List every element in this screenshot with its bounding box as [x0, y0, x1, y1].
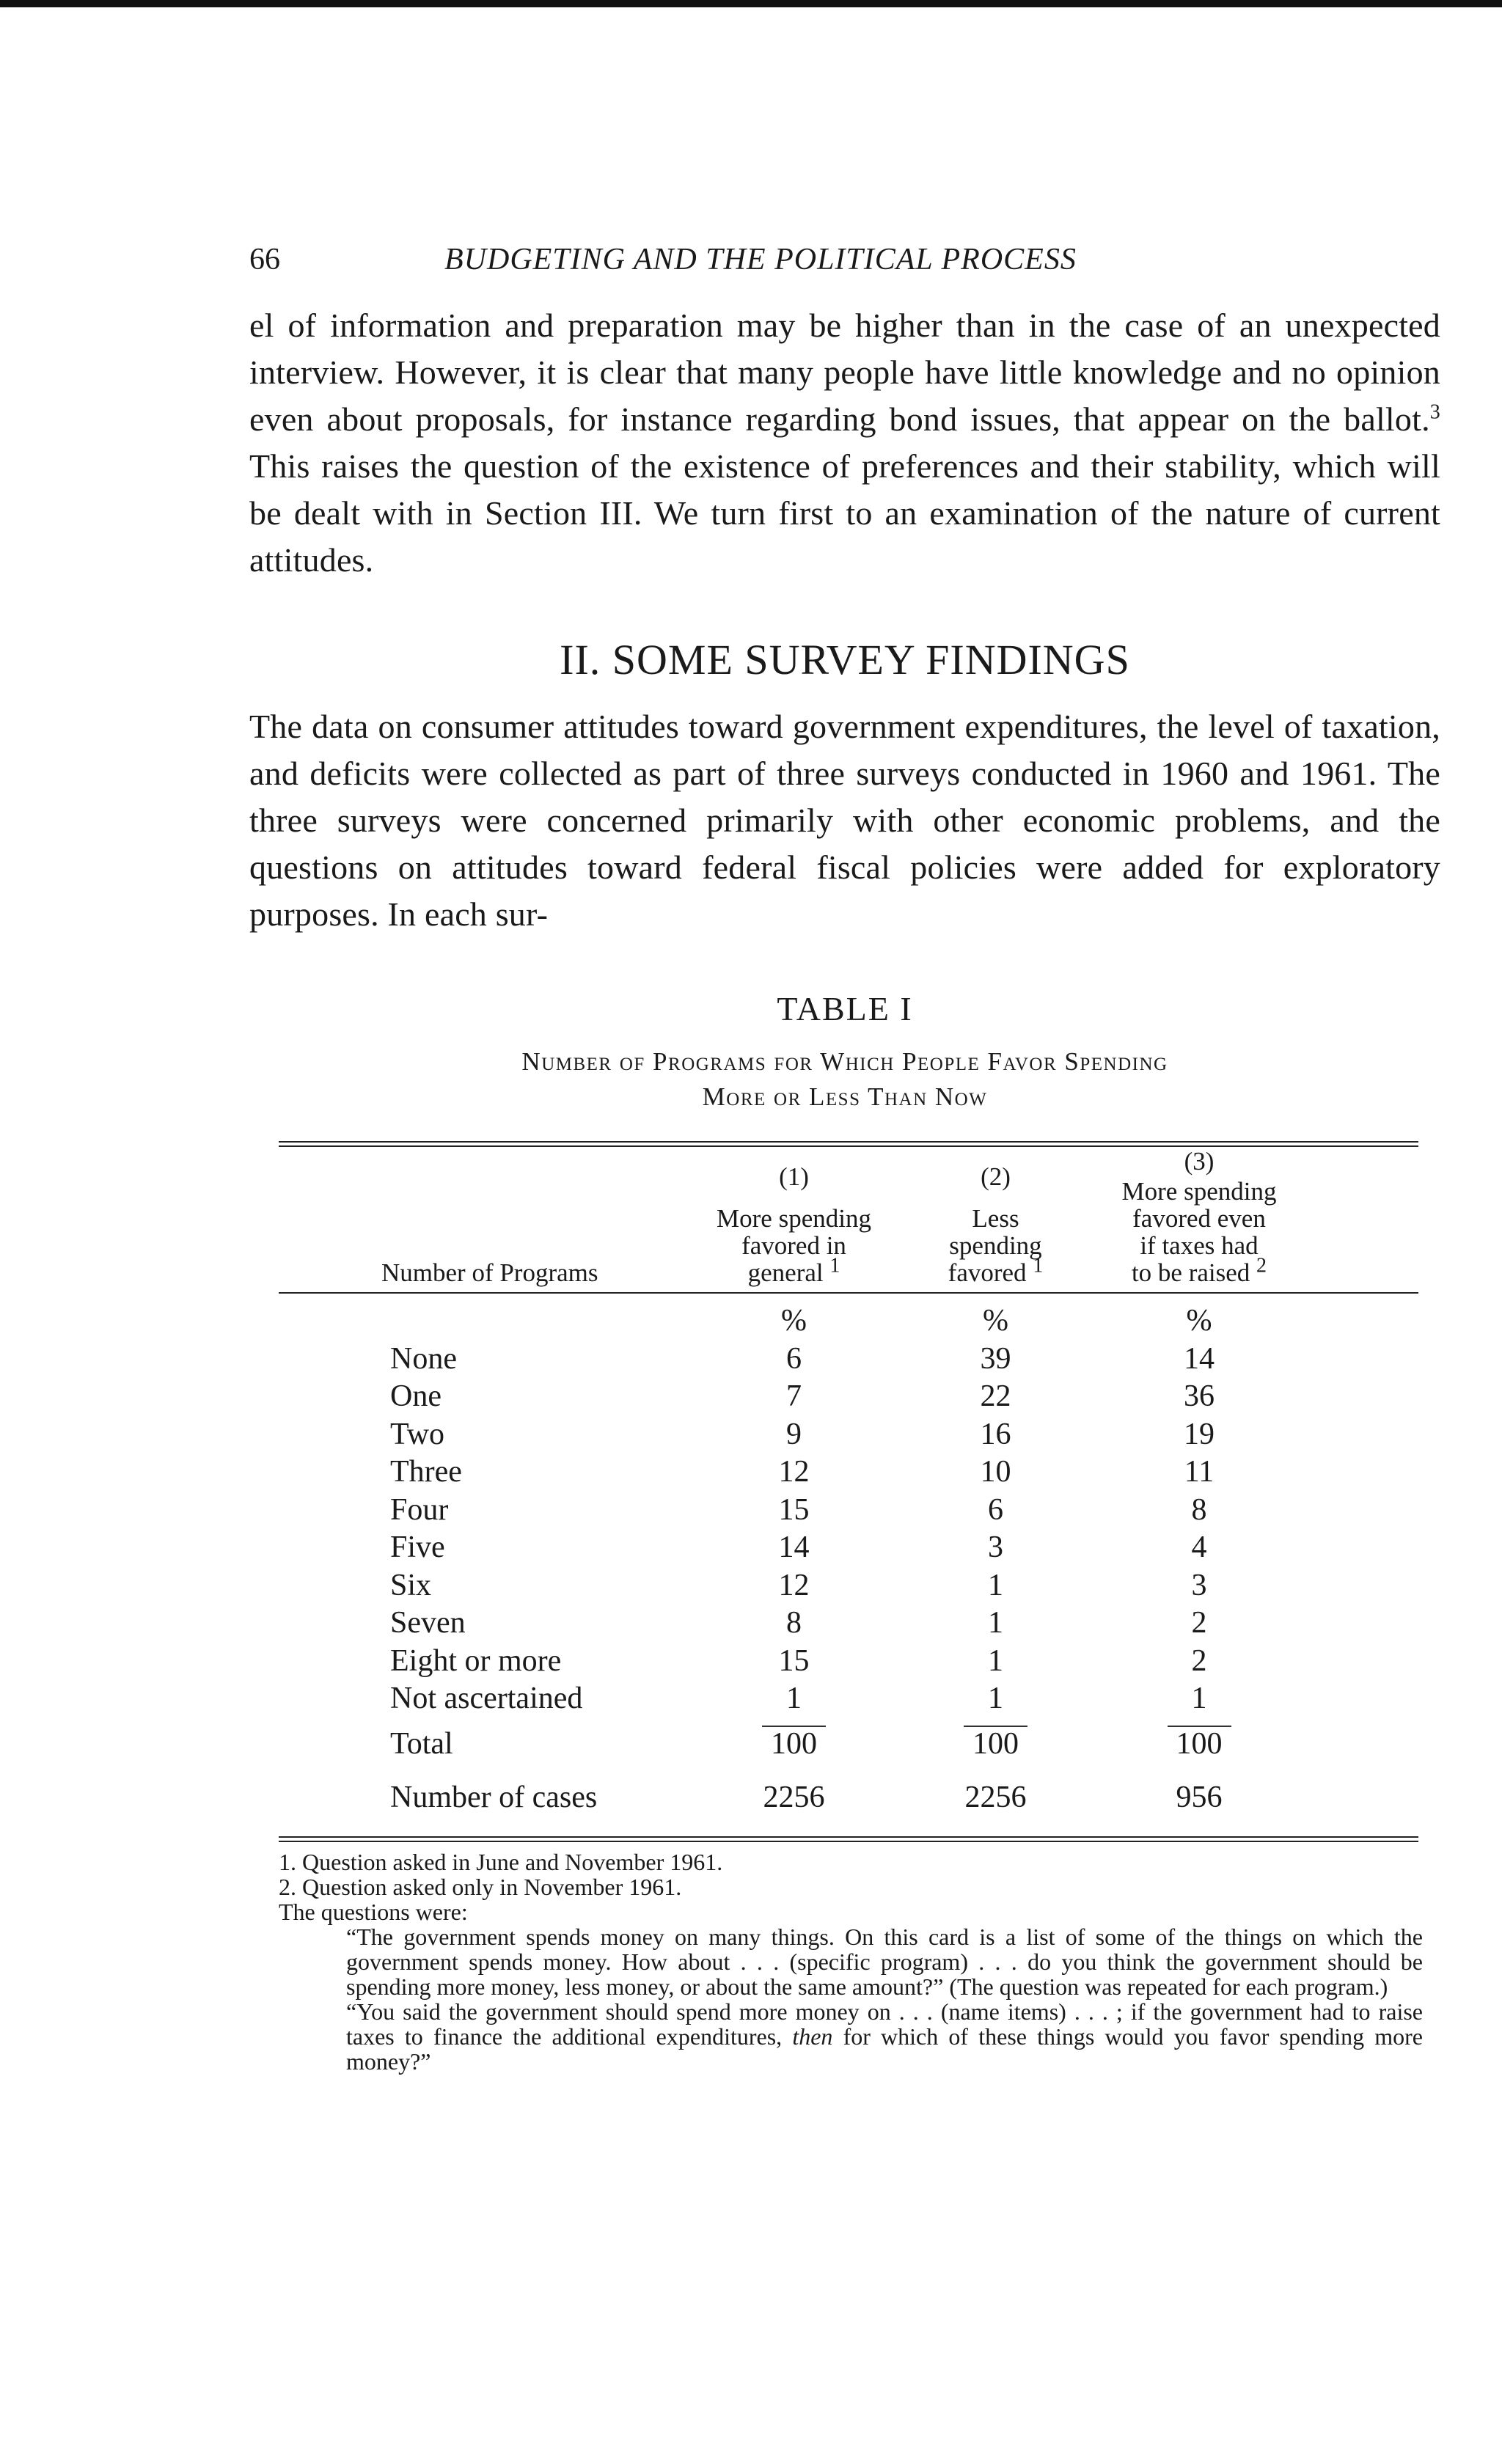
cell-value: 16	[980, 1417, 1011, 1451]
cell-value: 2	[1191, 1606, 1207, 1640]
column-header-text: favored	[948, 1258, 1027, 1287]
table-label: TABLE I	[777, 990, 913, 1027]
column-header-line: favored even	[1132, 1204, 1266, 1233]
paragraph-intro	[249, 302, 1440, 584]
cell-value: 12	[778, 1455, 810, 1489]
question-emphasis: then	[792, 2023, 833, 2050]
question-text: for which of these things would you favor spending more money?”	[346, 2023, 1424, 2075]
survey-questions	[346, 1924, 1423, 2074]
column-header-line	[928, 1254, 1063, 1287]
cell-value: 39	[980, 1341, 1011, 1376]
column-header-line: More spending	[717, 1204, 871, 1233]
total-cell	[1063, 1726, 1335, 1764]
percent-unit-row	[279, 1302, 1418, 1341]
table-row	[279, 1680, 1418, 1718]
row-label: Eight or more	[390, 1643, 562, 1678]
cell-value: 2256	[763, 1781, 825, 1814]
row-label: Number of cases	[390, 1781, 598, 1814]
column-header-line	[660, 1254, 928, 1287]
table-top-rule	[279, 1141, 1418, 1147]
column-note-marker: 1	[829, 1254, 840, 1277]
column-note-marker: 2	[1256, 1254, 1267, 1277]
cell-value: 2256	[964, 1781, 1027, 1814]
cell-value: 7	[786, 1379, 802, 1413]
cell-value: 1	[988, 1682, 1003, 1715]
cell-value: 1	[988, 1643, 1003, 1678]
cell-value: 19	[1184, 1417, 1215, 1451]
cell-value: 8	[786, 1606, 802, 1640]
question-text: “You said the government should spend more money on . . . (name items) . . . ; if the government had to raise taxes to finance the additional expenditures,	[346, 1998, 1423, 2050]
row-label: Two	[390, 1417, 445, 1451]
cell-value: 6	[786, 1341, 802, 1376]
table-row	[279, 1453, 1418, 1492]
table-caption-line-1: Number of Programs for Which People Favor Spending	[521, 1047, 1168, 1076]
table-caption	[249, 1044, 1440, 1115]
total-cell	[928, 1726, 1063, 1764]
footnote-2: 2. Question asked only in November 1961.	[279, 1873, 682, 1900]
column-header-text: general	[747, 1258, 824, 1287]
book-page	[249, 242, 1440, 2074]
row-label: Not ascertained	[390, 1682, 583, 1715]
row-label: Four	[390, 1492, 449, 1527]
table-row	[279, 1378, 1418, 1416]
row-label: Seven	[390, 1606, 466, 1640]
row-label: Six	[390, 1568, 432, 1602]
top-edge-rule	[0, 0, 1502, 7]
column-header-line: spending	[949, 1231, 1042, 1260]
total-row	[279, 1726, 1418, 1764]
table-header-rule	[279, 1292, 1418, 1294]
row-label: Total	[390, 1726, 453, 1761]
stub-header: Number of Programs	[381, 1258, 598, 1287]
footnote-1: 1. Question asked in June and November 1961.	[279, 1848, 723, 1875]
column-header-3	[1063, 1148, 1335, 1286]
table-caption-line-2: More or Less Than Now	[702, 1082, 988, 1111]
row-label: One	[390, 1379, 442, 1413]
row-label	[279, 1302, 660, 1341]
footnote-marker: 3	[1429, 400, 1440, 424]
column-header-text: to be raised	[1131, 1258, 1250, 1287]
cell-value: 14	[778, 1530, 810, 1564]
cell-value: 100	[964, 1726, 1027, 1761]
table-bottom-rule	[279, 1836, 1418, 1842]
footnote-questions-intro: The questions were:	[279, 1898, 468, 1925]
cell-value: 36	[1184, 1379, 1215, 1413]
cases-row	[279, 1779, 1418, 1817]
cell-value: 10	[980, 1455, 1011, 1489]
paragraph-intro-continued: This raises the question of the existence of preferences and their stability, which will be dealt with in Section III. We turn first to an examination of the nature of current attitudes.	[249, 447, 1440, 579]
table-row	[279, 1605, 1418, 1643]
row-label: Three	[390, 1455, 462, 1489]
cell-value: 8	[1191, 1492, 1207, 1527]
table-row	[279, 1567, 1418, 1605]
column-number: (2)	[981, 1162, 1011, 1191]
table-row	[279, 1643, 1418, 1681]
column-header-line: Less	[972, 1204, 1019, 1233]
column-header-line	[1063, 1254, 1335, 1287]
cell-value: 1	[988, 1606, 1003, 1640]
cell-value: 100	[762, 1726, 826, 1761]
percent-sign: %	[1186, 1304, 1212, 1338]
cell-value: 6	[988, 1492, 1003, 1527]
paragraph-intro-text: el of information and preparation may be higher than in the case of an unexpected interview. However, it is clear that many people have little knowledge and no opinion even about proposals, for instance regarding bond issues, that appear on the ballot.	[249, 307, 1440, 438]
page-number: 66	[249, 243, 280, 276]
table-row	[279, 1492, 1418, 1530]
cell-value: 3	[1191, 1568, 1207, 1602]
cell-value: 4	[1191, 1530, 1207, 1564]
paragraph-survey: The data on consumer attitudes toward government expenditures, the level of taxation, and deficits were collected as part of three surveys conducted in 1960 and 1961. The three surveys were concerned primarily with other economic problems, and the questions on attitudes toward federal fiscal policies were added for exploratory purposes. In each sur-	[249, 708, 1440, 933]
survey-question-2	[346, 1999, 1423, 2074]
column-header-line: favored in	[741, 1231, 846, 1260]
column-note-marker: 1	[1033, 1254, 1044, 1277]
cell-value: 1	[988, 1568, 1003, 1602]
percent-sign: %	[983, 1304, 1008, 1338]
table-row	[279, 1529, 1418, 1567]
section-heading: II. SOME SURVEY FINDINGS	[560, 636, 1130, 683]
cell-value: 3	[988, 1530, 1003, 1564]
table-header-row	[279, 1147, 1418, 1292]
percent-sign: %	[781, 1304, 807, 1338]
cell-value: 1	[1191, 1682, 1207, 1715]
total-cell	[660, 1726, 928, 1764]
row-label: Five	[390, 1530, 445, 1564]
data-table	[279, 1141, 1418, 1842]
cell-value: 15	[778, 1643, 810, 1678]
column-header-line: More spending	[1121, 1177, 1277, 1206]
survey-question-1: “The government spends money on many things. On this card is a list of some of the things on which the government spends money. How about . . . (specific program) . . . do you think the government should be spending more money, less money, or about the same amount?” (The question was repeated for each program.)	[346, 1923, 1423, 2000]
cell-value: 1	[786, 1682, 802, 1715]
table-row	[279, 1416, 1418, 1454]
cell-value: 100	[1168, 1726, 1231, 1761]
table-footnotes	[279, 1849, 1423, 2074]
row-label: None	[390, 1341, 457, 1376]
column-header-line: if taxes had	[1140, 1231, 1259, 1260]
cell-value: 2	[1191, 1643, 1207, 1678]
cell-value: 9	[786, 1417, 802, 1451]
cell-value: 15	[778, 1492, 810, 1527]
page-header	[249, 242, 1440, 293]
table-row	[279, 1341, 1418, 1379]
column-header-1	[660, 1163, 928, 1286]
running-head: BUDGETING AND THE POLITICAL PROCESS	[444, 243, 1077, 276]
column-number: (3)	[1184, 1147, 1215, 1176]
cell-value: 22	[980, 1379, 1011, 1413]
cell-value: 956	[1176, 1781, 1223, 1814]
cell-value: 12	[778, 1568, 810, 1602]
cell-value: 11	[1184, 1455, 1215, 1489]
column-header-2	[928, 1163, 1063, 1286]
column-number: (1)	[779, 1162, 809, 1191]
cell-value: 14	[1184, 1341, 1215, 1376]
